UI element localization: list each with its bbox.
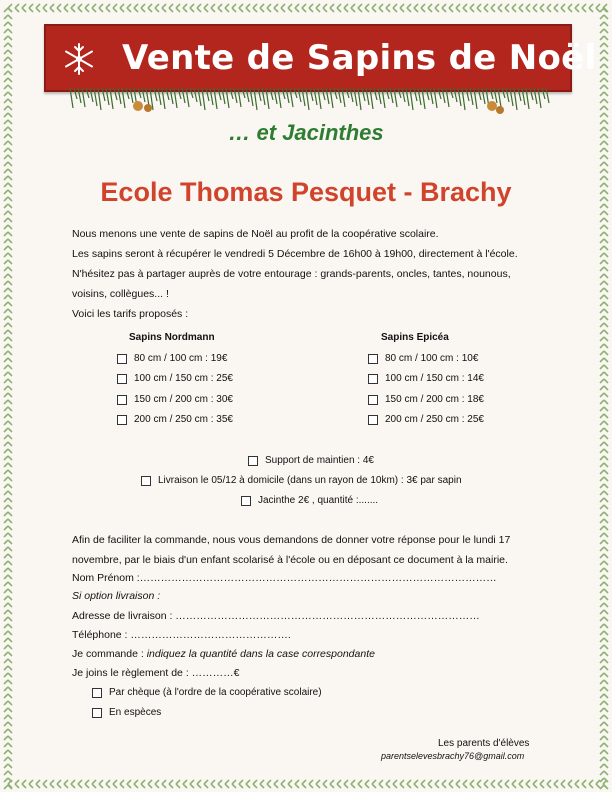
checkbox[interactable] [117, 354, 127, 364]
phone-field[interactable]: Téléphone : ………………………………………. [72, 629, 291, 641]
checkbox[interactable] [117, 374, 127, 384]
title-banner [44, 24, 597, 92]
checkbox[interactable] [117, 395, 127, 405]
support-option[interactable]: Support de maintien : 4€ [248, 455, 374, 466]
order-instructions: Afin de faciliter la commande, nous vous demandons de donner votre réponse pour le lundi 17 novembre, par le biais d'un enfant scolarisé à l'école ou en déposant ce document à la mairie. [72, 534, 511, 566]
payment-field[interactable]: Je joins le règlement de : …………€ [72, 667, 240, 679]
epicea-option-3[interactable]: 150 cm / 200 cm : 18€ [368, 394, 484, 405]
intro-line: N'hésitez pas à partager auprès de votre entourage : grands-parents, oncles, tantes, nounous, [72, 268, 511, 280]
checkbox[interactable] [368, 415, 378, 425]
address-field[interactable]: Adresse de livraison : …………………………………………………………………………… [72, 610, 480, 622]
page-title: Vente de Sapins de Noël [122, 38, 597, 78]
delivery-note: Si option livraison : [72, 590, 161, 602]
checkbox[interactable] [368, 395, 378, 405]
epicea-option-4[interactable]: 200 cm / 250 cm : 25€ [368, 414, 484, 425]
checkbox[interactable] [141, 476, 151, 486]
epicea-option-2[interactable]: 100 cm / 150 cm : 14€ [368, 373, 484, 384]
jacinthe-option[interactable]: Jacinthe 2€ , quantité :....... [241, 495, 378, 506]
checkbox[interactable] [117, 415, 127, 425]
nordmann-title: Sapins Nordmann [129, 332, 215, 343]
command-line: Je commande : indiquez la quantité dans la case correspondante [72, 648, 375, 660]
checkbox[interactable] [248, 456, 258, 466]
intro-line: Nous menons une vente de sapins de Noël au profit de la coopérative scolaire. [72, 228, 439, 240]
intro-line: Les sapins seront à récupérer le vendredi 5 Décembre de 16h00 à 19h00, directement à l'école. [72, 248, 518, 260]
name-field[interactable]: Nom Prénom :………………………………………………………………………………………… [72, 572, 497, 584]
intro-line: voisins, collègues... ! [72, 288, 169, 300]
school-name: Ecole Thomas Pesquet - Brachy [100, 177, 512, 207]
pine-branch-decoration [60, 84, 560, 124]
checkbox[interactable] [368, 354, 378, 364]
cash-option[interactable]: En espèces [92, 707, 161, 718]
subtitle: … et Jacinthes [228, 120, 384, 145]
nordmann-option-1[interactable]: 80 cm / 100 cm : 19€ [117, 353, 227, 364]
intro-line: Voici les tarifs proposés : [72, 308, 189, 320]
email-address: parentselevesbrachy76@gmail.com [381, 751, 525, 761]
checkbox[interactable] [368, 374, 378, 384]
intro-text [72, 224, 552, 324]
snowflake-icon [62, 42, 96, 76]
checkbox[interactable] [92, 688, 102, 698]
nordmann-option-4[interactable]: 200 cm / 250 cm : 35€ [117, 414, 233, 425]
checkbox[interactable] [241, 496, 251, 506]
cheque-option[interactable]: Par chèque (à l'ordre de la coopérative scolaire) [92, 687, 322, 698]
epicea-title: Sapins Epicéa [381, 332, 449, 343]
epicea-option-1[interactable]: 80 cm / 100 cm : 10€ [368, 353, 478, 364]
delivery-option[interactable]: Livraison le 05/12 à domicile (dans un rayon de 10km) : 3€ par sapin [141, 475, 462, 486]
signature: Les parents d'élèves [438, 738, 530, 749]
nordmann-option-3[interactable]: 150 cm / 200 cm : 30€ [117, 394, 233, 405]
checkbox[interactable] [92, 708, 102, 718]
nordmann-option-2[interactable]: 100 cm / 150 cm : 25€ [117, 373, 233, 384]
